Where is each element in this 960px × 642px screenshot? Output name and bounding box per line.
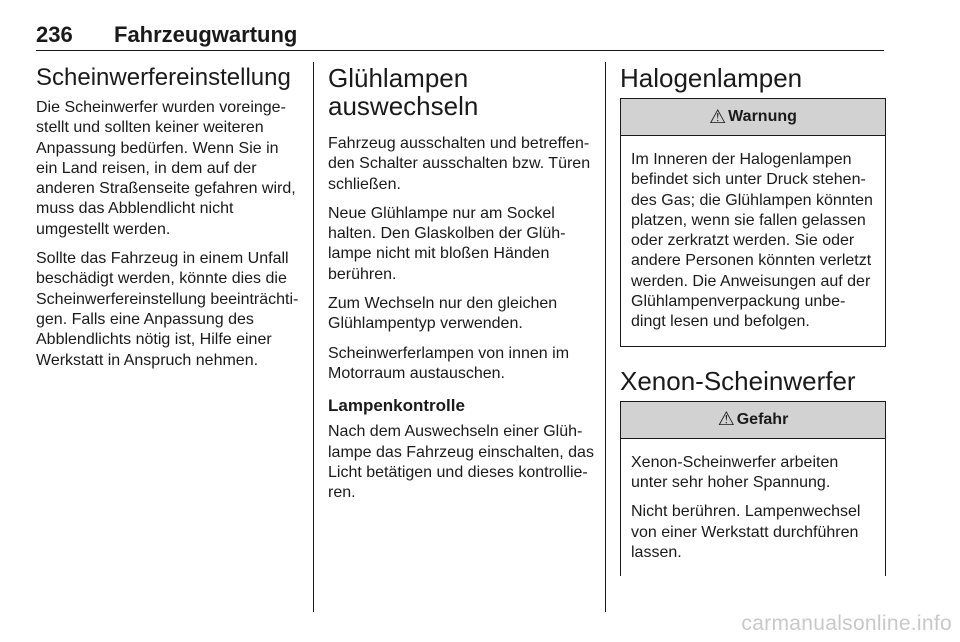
paragraph: Scheinwerferlampen von innen im Motorraum austauschen. (328, 344, 570, 382)
paragraph: Fahrzeug ausschalten und betreffen- den Schalter ausschalten bzw. Türen schließen. (328, 135, 591, 193)
heading-headlight-adjustment: Scheinwerfereinstellung (36, 64, 291, 91)
paragraph: Die Scheinwerfer wurden voreinge- stellt und sollten keiner weiteren Anpassung bedürfen. Wenn Sie in ein Land reisen, in dem auf der anderen Straßenseite gefahren wird, muss das Abblendlicht nicht umgestellt werden. (36, 99, 296, 238)
page-header (36, 22, 884, 51)
danger-box-body (621, 439, 885, 576)
paragraph: Nach dem Auswechseln einer Glüh- lampe das Fahrzeug einschalten, das Licht betätigen und dieses kontrollie- ren. (328, 423, 594, 502)
column-headlight-adjustment (36, 64, 302, 380)
heading-xenon: Xenon-Scheinwerfer (620, 365, 856, 396)
section-title: Fahrzeugwartung (114, 22, 298, 47)
warning-triangle-icon: ⚠ (717, 409, 735, 431)
column-divider (605, 62, 606, 612)
column-bulb-replacement (328, 64, 594, 512)
column-halogen (620, 64, 886, 576)
danger-box-header (621, 402, 885, 439)
warning-triangle-icon: ⚠ (709, 106, 727, 128)
danger-text: Nicht berühren. Lampenwechsel von einer Werkstatt durchführen lassen. (631, 503, 861, 561)
subheading-lamp-check: Lampenkontrolle (328, 396, 465, 416)
warning-text: Im Inneren der Halogenlampen befindet sich unter Druck stehen- des Gas; die Glühlampen könnten platzen, wenn sie fallen gelassen oder zerkratzt werden. Sie oder andere Personen könnten verletzt werden. Die Anweisungen auf der Glühlampenverpackung unbe- dingt lesen und befolgen. (631, 151, 873, 331)
heading-bulb-replacement: Glühlampen auswechseln (328, 63, 479, 121)
watermark: carmanualsonline.info (741, 612, 952, 635)
paragraph: Sollte das Fahrzeug in einem Unfall beschädigt werden, könnte dies die Scheinwerfereinstellung beeinträchti- gen. Falls eine Anpassung des Abblendlichts nötig ist, Hilfe einer Werkstatt in Anspruch nehmen. (36, 250, 299, 369)
page-number: 236 (36, 22, 73, 47)
column-divider (313, 62, 314, 612)
danger-box (620, 401, 886, 576)
warning-box-body (621, 136, 885, 346)
danger-text: Xenon-Scheinwerfer arbeiten unter sehr hoher Spannung. (631, 453, 839, 491)
paragraph: Zum Wechseln nur den gleichen Glühlampentyp verwenden. (328, 295, 558, 333)
warning-box (620, 98, 886, 347)
warning-label: Warnung (728, 108, 797, 125)
warning-box-header (621, 99, 885, 136)
heading-halogen: Halogenlampen (620, 63, 803, 93)
paragraph: Neue Glühlampe nur am Sockel halten. Den Glaskolben der Glüh- lampe nicht mit bloßen Händen berühren. (328, 204, 566, 283)
danger-label: Gefahr (736, 410, 789, 428)
